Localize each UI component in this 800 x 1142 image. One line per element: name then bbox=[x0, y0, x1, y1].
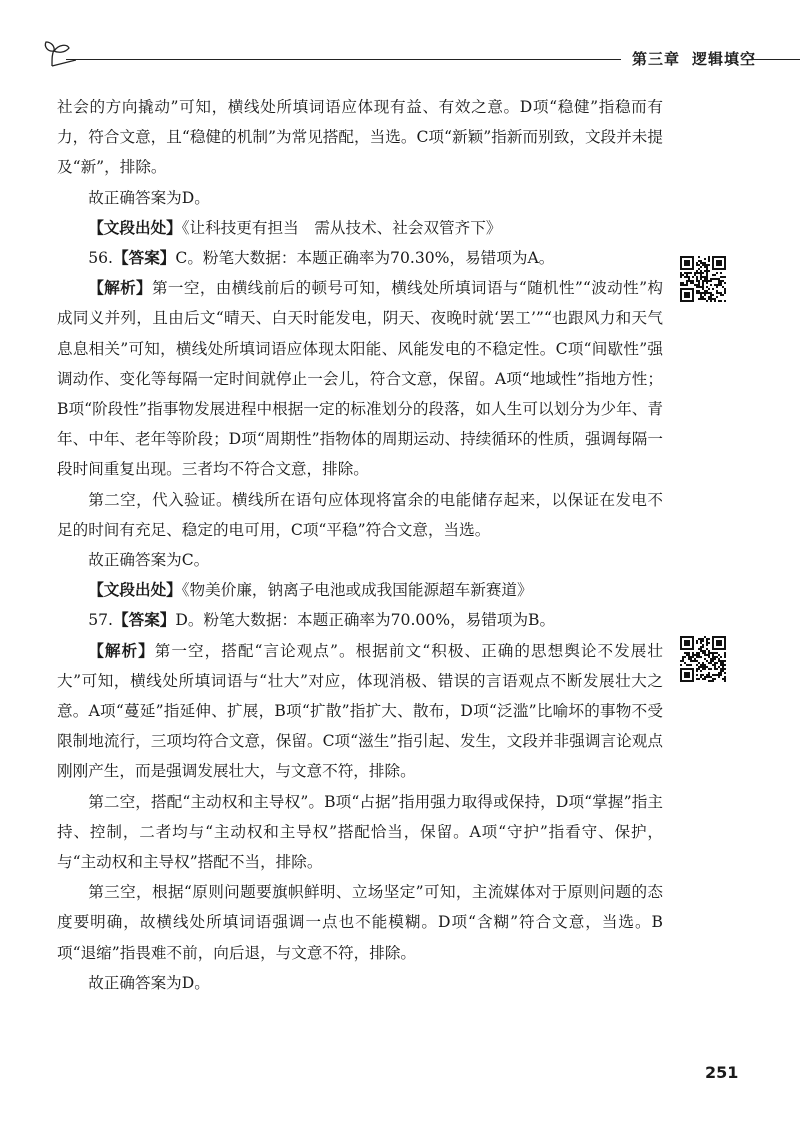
analysis-text: 第一空，搭配“言论观点”。根据前文“积极、正确的思想舆论不发展壮大”可知，横线处所填词语与“壮大”对应，体现消极、错误的言语观点不断发展壮大之意。A项“蔓延”指延伸、扩展，B项“扩散”指扩大、散布，D项“泛滥”比喻坏的事物不受限制地流行，三项均符合文意，保留。C项“滋生”指引起、发生，文段并非强调言论观点刚刚产生，而是强调发展壮大，与文意不符，排除。 bbox=[57, 641, 663, 781]
question-number: 57. bbox=[88, 611, 113, 630]
answer-conclusion-55: 故正确答案为D。 bbox=[88, 188, 210, 207]
answer-label: 【答案】 bbox=[113, 249, 176, 268]
answer-label: 【答案】 bbox=[113, 611, 176, 630]
sprout-icon bbox=[42, 40, 76, 68]
running-header bbox=[42, 40, 760, 76]
analysis-56-blank-2: 第二空，代入验证。横线所在语句应体现将富余的电能储存起来，以保证在发电不足的时间有充足、稳定的电可用，C项“平稳”符合文意，当选。 bbox=[57, 490, 663, 539]
analysis-57-blank-2: 第二空，搭配“主动权和主导权”。B项“占据”指用强力取得或保持，D项“掌握”指主持、控制，二者均与“主动权和主导权”搭配恰当，保留。A项“守护”指看守、保护，与“主动权和主导权”搭配不当，排除。 bbox=[57, 792, 663, 872]
question-number: 56. bbox=[88, 249, 113, 268]
header-rule-left bbox=[66, 59, 621, 60]
source-title: 《物美价廉，钠离子电池或成我国能源超车新赛道》 bbox=[181, 581, 533, 600]
answer-57 bbox=[57, 605, 663, 635]
source-title: 《让科技更有担当 需从技术、社会双管齐下》 bbox=[181, 218, 502, 237]
answer-conclusion-56: 故正确答案为C。 bbox=[88, 551, 210, 570]
analysis-56-blank-1 bbox=[57, 273, 663, 484]
analysis-label: 【解析】 bbox=[88, 641, 155, 660]
source-label: 【文段出处】 bbox=[88, 218, 182, 237]
answer-text: C。粉笔大数据：本题正确率为70.30%，易错项为A。 bbox=[175, 249, 555, 268]
analysis-text: 第一空，由横线前后的顿号可知，横线处所填词语与“随机性”“波动性”构成同义并列，且由后文“晴天、白天时能发电，阴天、夜晚时就‘罢工’”“也跟风力和天气息息相关”可知，横线处所填词语应体现太阳能、风能发电的不稳定性。C项“间歇性”强调动作、变化等每隔一定时间就停止一会儿，符合文意，保留。A项“地域性”指地方性；B项“阶段性”指事物发展进程中根据一定的标准划分的段落，如人生可以划分为少年、青年、中年、老年等阶段；D项“周期性”指物体的周期运动、持续循环的性质，强调每隔一段时间重复出现。三者均不符合文意，排除。 bbox=[57, 279, 663, 479]
chapter-heading bbox=[632, 48, 756, 69]
page-body bbox=[57, 92, 663, 998]
header-rule-right bbox=[746, 59, 800, 60]
source-56 bbox=[57, 575, 663, 605]
answer-text: D。粉笔大数据：本题正确率为70.00%，易错项为B。 bbox=[175, 611, 556, 630]
source-label: 【文段出处】 bbox=[88, 581, 182, 600]
chapter-title: 逻辑填空 bbox=[692, 50, 757, 68]
answer-56 bbox=[57, 243, 663, 273]
answer-conclusion-57: 故正确答案为D。 bbox=[88, 973, 210, 992]
analysis-57-blank-3: 第三空，根据“原则问题要旗帜鲜明、立场坚定”可知，主流媒体对于原则问题的态度要明确，故横线处所填词语强调一点也不能模糊。D项“含糊”符合文意，当选。B项“退缩”指畏难不前，向后退，与文意不符，排除。 bbox=[57, 883, 663, 962]
paragraph-continuation: 社会的方向撬动”可知，横线处所填词语应体现有益、有效之意。D项“稳健”指稳而有力，符合文意，且“稳健的机制”为常见搭配，当选。C项“新颖”指新而别致，文段并未提及“新”，排除。 bbox=[57, 98, 663, 177]
source-55 bbox=[57, 213, 663, 243]
page-number: 251 bbox=[705, 1063, 739, 1082]
qr-code-57[interactable] bbox=[680, 636, 726, 682]
analysis-label: 【解析】 bbox=[88, 279, 152, 298]
qr-code-56[interactable] bbox=[680, 256, 726, 302]
analysis-57-blank-1 bbox=[57, 636, 663, 787]
chapter-number: 第三章 bbox=[632, 50, 681, 68]
